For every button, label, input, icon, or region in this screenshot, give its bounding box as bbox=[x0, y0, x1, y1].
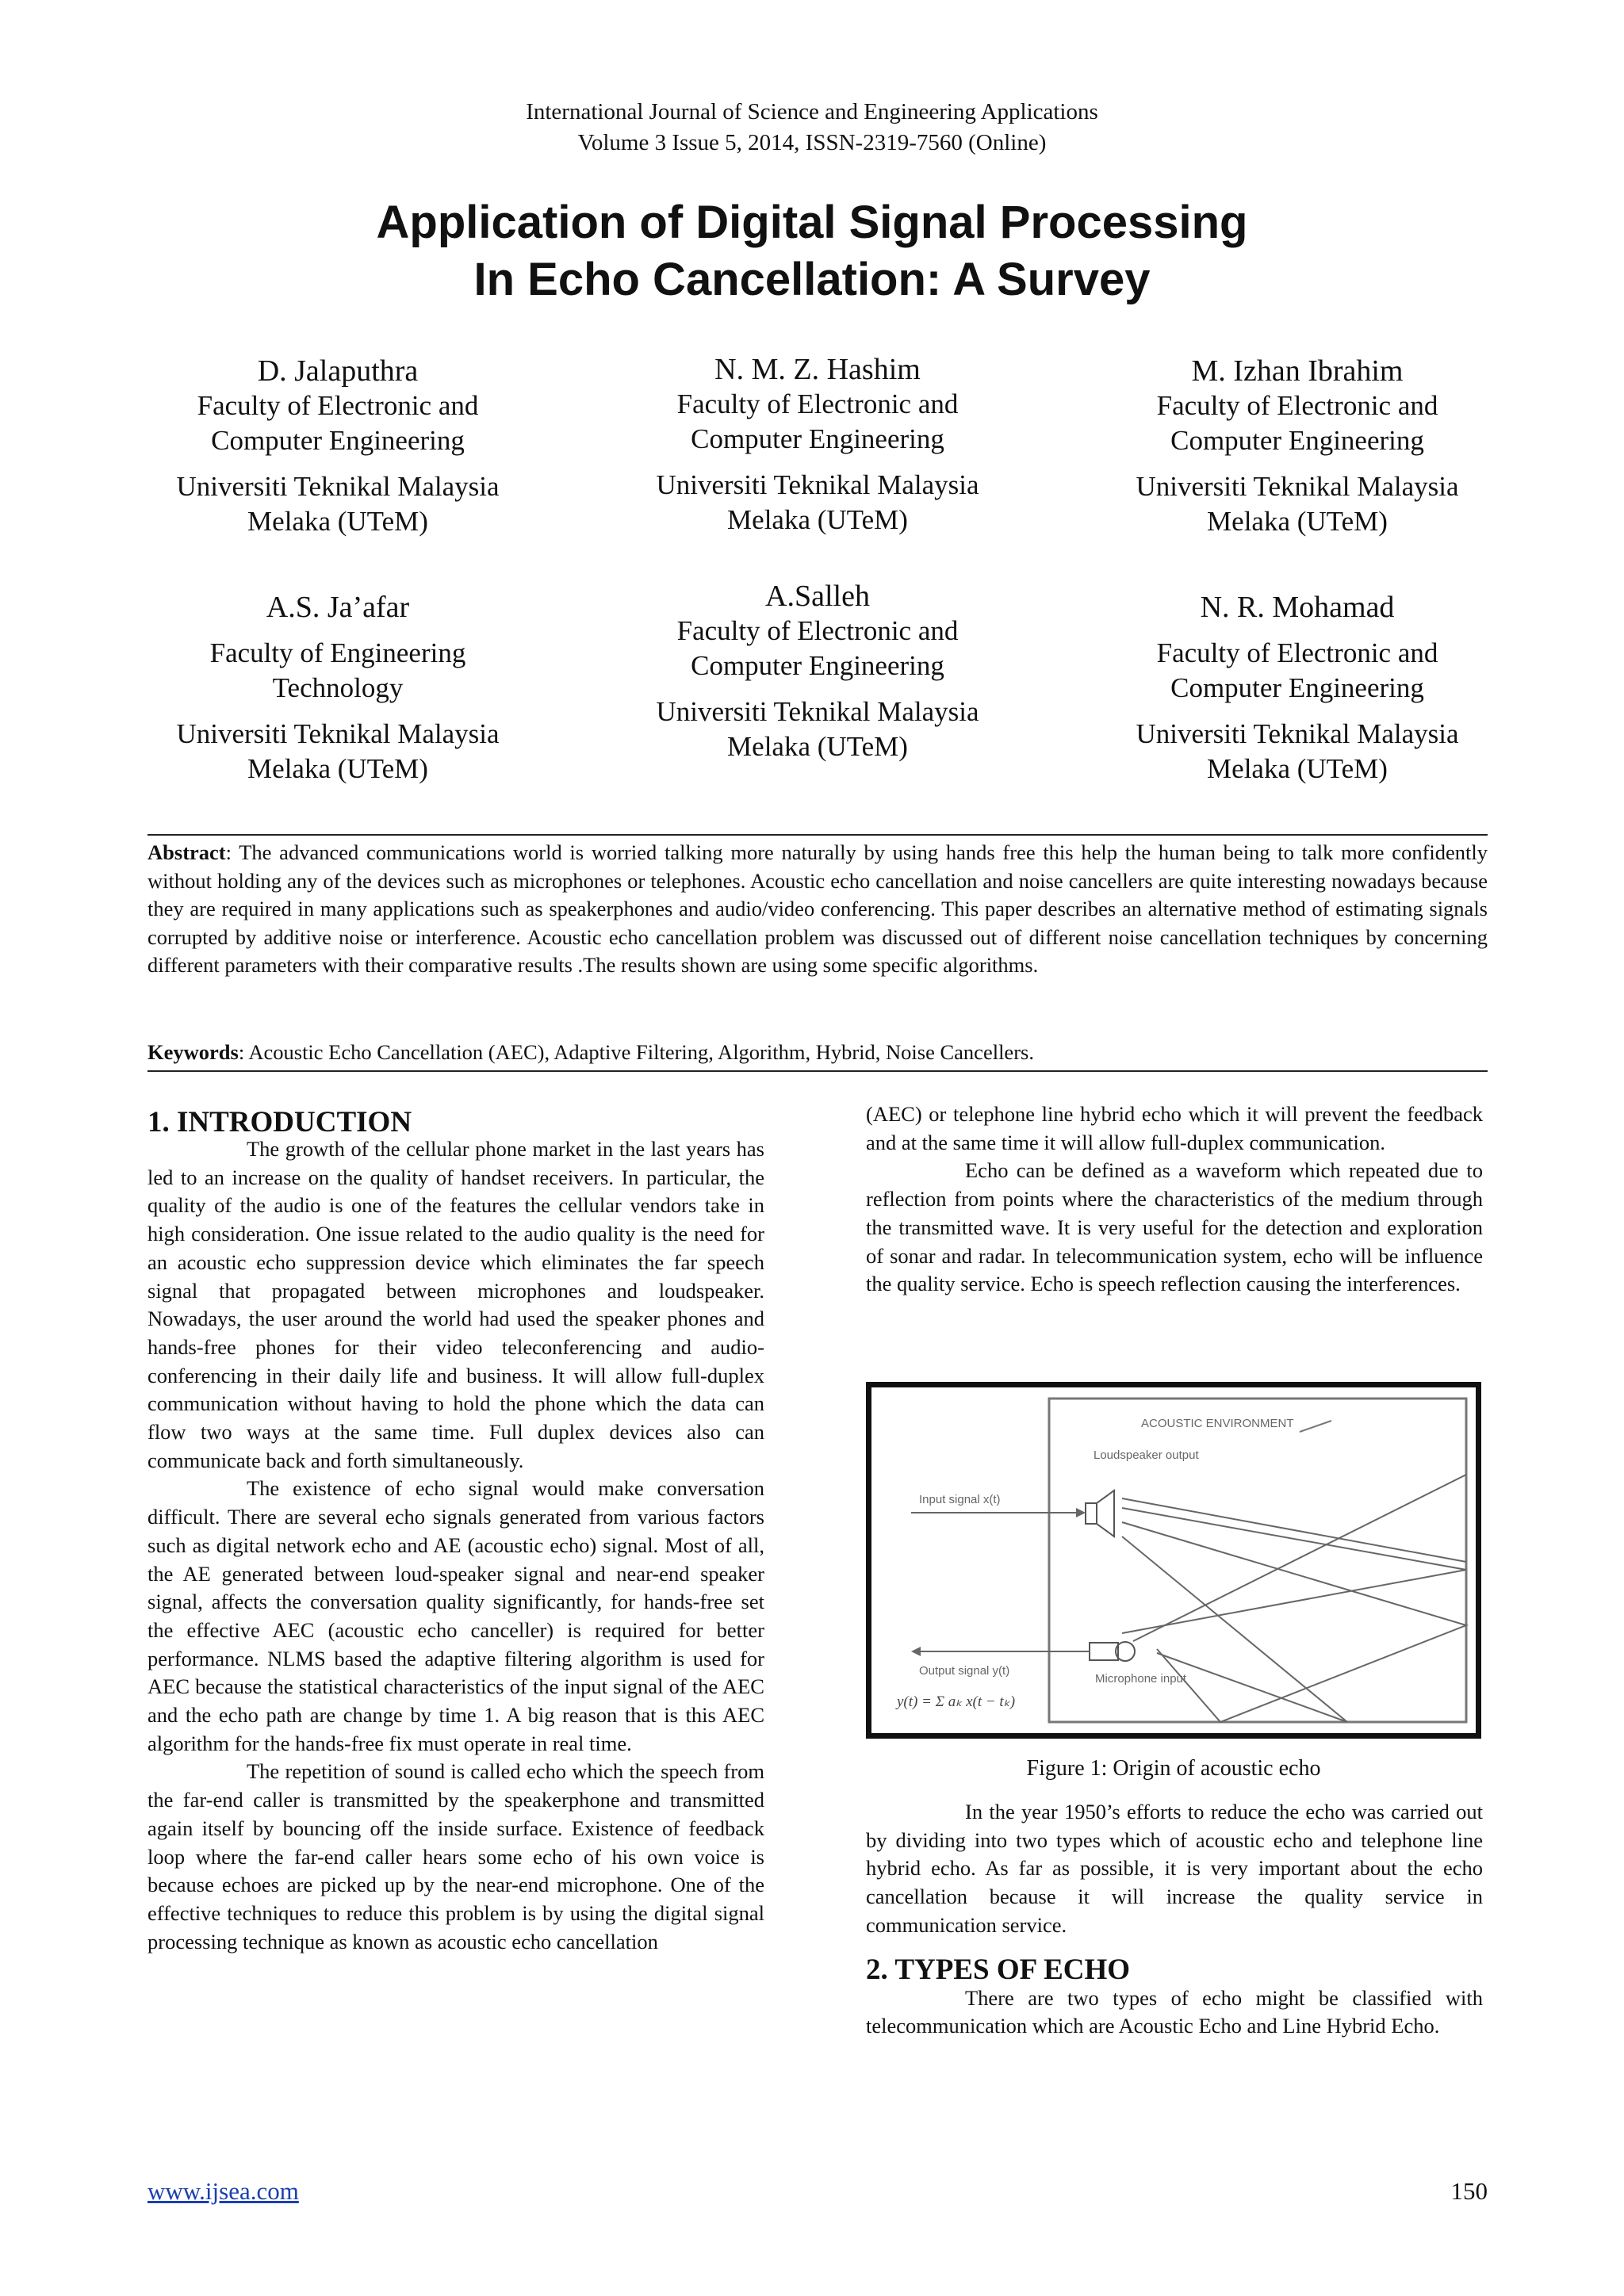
journal-volume: Volume 3 Issue 5, 2014, ISSN-2319-7560 (Online) bbox=[577, 130, 1047, 155]
output-arrowhead bbox=[911, 1647, 921, 1656]
figure-acoustic-echo bbox=[866, 1382, 1481, 1739]
title-line-1: Application of Digital Signal Processing bbox=[376, 197, 1248, 248]
author-university: Melaka (UTeM) bbox=[1207, 753, 1388, 784]
microphone-label: Microphone input bbox=[1095, 1672, 1187, 1686]
author-name: N. M. Z. Hashim bbox=[714, 353, 921, 386]
paragraph: (AEC) or telephone line hybrid echo which it will prevent the feedback and at the same time it will allow full-duplex communication. bbox=[866, 1102, 1483, 1154]
loudspeaker-cone-icon bbox=[1097, 1490, 1114, 1536]
journal-header bbox=[0, 97, 1624, 159]
journal-website-link[interactable]: www.ijsea.com bbox=[147, 2177, 299, 2205]
abstract bbox=[147, 839, 1488, 980]
author-affiliation: Faculty of Electronic and bbox=[676, 615, 959, 646]
title-line-2: In Echo Cancellation: A Survey bbox=[473, 254, 1151, 305]
keywords bbox=[147, 1039, 1488, 1067]
right-column-lower bbox=[866, 1798, 1483, 2041]
paragraph: There are two types of echo might be classified with telecommunication which are Acoustic Echo and Line Hybrid Echo. bbox=[866, 1985, 1483, 2038]
author-university: Melaka (UTeM) bbox=[727, 731, 908, 762]
section-heading: 2. TYPES OF ECHO bbox=[866, 1953, 1131, 1986]
output-signal-label: Output signal y(t) bbox=[919, 1664, 1010, 1678]
abstract-label: Abstract bbox=[147, 840, 226, 864]
author-name: M. Izhan Ibrahim bbox=[1191, 354, 1404, 388]
author-university: Universiti Teknikal Malaysia bbox=[176, 718, 500, 749]
author-affiliation: Faculty of Electronic and bbox=[676, 388, 959, 419]
author-affiliation: Computer Engineering bbox=[691, 423, 944, 454]
echo-formula: y(t) = Σ aₖ x(t − tₖ) bbox=[897, 1693, 1016, 1710]
author-block bbox=[572, 579, 1063, 764]
top-divider bbox=[147, 834, 1488, 836]
author-block bbox=[1051, 590, 1543, 786]
author-block bbox=[92, 354, 584, 539]
author-university: Melaka (UTeM) bbox=[247, 506, 428, 537]
author-block bbox=[572, 352, 1063, 538]
keywords-label: Keywords bbox=[147, 1040, 239, 1064]
right-column bbox=[866, 1100, 1483, 1299]
author-university: Melaka (UTeM) bbox=[727, 504, 908, 535]
author-affiliation: Faculty of Electronic and bbox=[197, 390, 479, 421]
environment-label: ACOUSTIC ENVIRONMENT bbox=[1141, 1417, 1294, 1430]
figure-caption: Figure 1: Origin of acoustic echo bbox=[1026, 1756, 1321, 1781]
page-number: 150 bbox=[1450, 2177, 1488, 2205]
author-affiliation: Computer Engineering bbox=[211, 425, 465, 456]
echo-path bbox=[1122, 1498, 1466, 1562]
author-block bbox=[92, 590, 584, 786]
paragraph: The growth of the cellular phone market in the last years has led to an increase on the quality of handset receivers. In particular, the quality of the audio is one of the features the cellular vendors take in high consideration. One issue related to the audio quality is the need for an acoustic echo suppression device which eliminates the far speech signal that propagated between microphones and loudspeaker. Nowadays, the user around the world had used the speaker phones and hands-free phones for their video teleconferencing and audio-conferencing in their daily life and business. It will allow full-duplex communication without having to hold the phone which the data can flow two ways at the same time. Full duplex devices also can communicate back and forth simultaneously. bbox=[147, 1137, 764, 1472]
author-name: D. Jalaputhra bbox=[257, 354, 419, 388]
leader-line bbox=[1300, 1421, 1331, 1432]
author-name: N. R. Mohamad bbox=[1200, 591, 1395, 624]
echo-path bbox=[1122, 1508, 1466, 1633]
microphone-body-icon bbox=[1090, 1643, 1118, 1660]
paragraph: Echo can be defined as a waveform which repeated due to reflection from points where the characteristics of the medium through the transmitted wave. It is very useful for the detection and exploration of sonar and radar. In telecommunication system, echo will be influence the quality service. Echo is speech reflection causing the interferences. bbox=[866, 1158, 1483, 1296]
left-column bbox=[147, 1105, 764, 1956]
author-university: Universiti Teknikal Malaysia bbox=[1136, 471, 1459, 502]
paragraph: The existence of echo signal would make conversation difficult. There are several echo signals generated from various factors such as digital network echo and AE (acoustic echo) signal. Most of all, the AE generated between loud-speaker signal and near-end speaker signal, affects the conversation quality significantly, for hands-free set the effective AEC (acoustic echo canceller) is required for better performance. NLMS based the adaptive filtering algorithm is used for AEC because the statistical characteristics of the input signal of the AEC and the echo path are change by time 1. A big reason that is this AEC algorithm for the hands-free fix must operate in real time. bbox=[147, 1476, 764, 1755]
author-affiliation: Faculty of Electronic and bbox=[1156, 390, 1438, 421]
author-university: Melaka (UTeM) bbox=[247, 753, 428, 784]
loudspeaker-label: Loudspeaker output bbox=[1094, 1448, 1199, 1462]
author-block bbox=[1051, 354, 1543, 539]
journal-name: International Journal of Science and Engineering Applications bbox=[526, 99, 1098, 124]
author-university: Melaka (UTeM) bbox=[1207, 506, 1388, 537]
abstract-text: : The advanced communications world is worried talking more naturally by using hands free this help the human being to talk more confidently without holding any of the devices such as microphones or telephones. Acoustic echo cancellation and noise cancellers are quite interesting nowadays because they are required in many applications such as speakerphones and audio/video conferencing. This paper describes an alternative method of estimating signals corrupted by additive noise or interference. Acoustic echo cancellation problem was discussed out of different noise cancellation techniques by concerning different parameters with their comparative results .The results shown are using some specific algorithms. bbox=[147, 840, 1488, 977]
author-affiliation: Computer Engineering bbox=[1170, 425, 1424, 456]
input-arrowhead bbox=[1076, 1508, 1086, 1517]
author-affiliation: Faculty of Electronic and bbox=[1156, 637, 1438, 668]
author-university: Universiti Teknikal Malaysia bbox=[1136, 718, 1459, 749]
author-affiliation: Technology bbox=[272, 672, 404, 703]
author-affiliation: Computer Engineering bbox=[1170, 672, 1424, 703]
author-name: A.Salleh bbox=[765, 580, 870, 613]
author-affiliation: Computer Engineering bbox=[691, 650, 944, 681]
author-university: Universiti Teknikal Malaysia bbox=[656, 696, 979, 727]
paragraph: In the year 1950’s efforts to reduce the echo was carried out by dividing into two types which of acoustic echo and telephone line hybrid echo. As far as possible, it is very important about the echo cancellation because it will increase the quality service in communication service. bbox=[866, 1800, 1483, 1937]
bottom-divider bbox=[147, 1070, 1488, 1072]
loudspeaker-icon bbox=[1086, 1503, 1097, 1524]
section-heading: 1. INTRODUCTION bbox=[147, 1106, 412, 1138]
author-affiliation: Faculty of Engineering bbox=[209, 637, 466, 668]
echo-path bbox=[1133, 1475, 1466, 1641]
keywords-text: : Acoustic Echo Cancellation (AEC), Adaptive Filtering, Algorithm, Hybrid, Noise Cancellers. bbox=[238, 1040, 1034, 1064]
author-name: A.S. Ja’afar bbox=[266, 591, 410, 624]
author-university: Universiti Teknikal Malaysia bbox=[656, 469, 979, 500]
input-signal-label: Input signal x(t) bbox=[919, 1493, 1001, 1506]
acoustic-echo-diagram bbox=[871, 1387, 1476, 1733]
author-university: Universiti Teknikal Malaysia bbox=[176, 471, 500, 502]
paper-title bbox=[0, 194, 1624, 308]
paragraph: The repetition of sound is called echo which the speech from the far-end caller is transmitted by the speakerphone and transmitted again itself by bouncing off the inside surface. Existence of feedback loop where the far-end caller hears some echo of his own voice is because echoes are picked up by the near-end microphone. One of the effective techniques to reduce this problem is by using the digital signal processing technique as known as acoustic echo cancellation bbox=[147, 1759, 764, 1954]
